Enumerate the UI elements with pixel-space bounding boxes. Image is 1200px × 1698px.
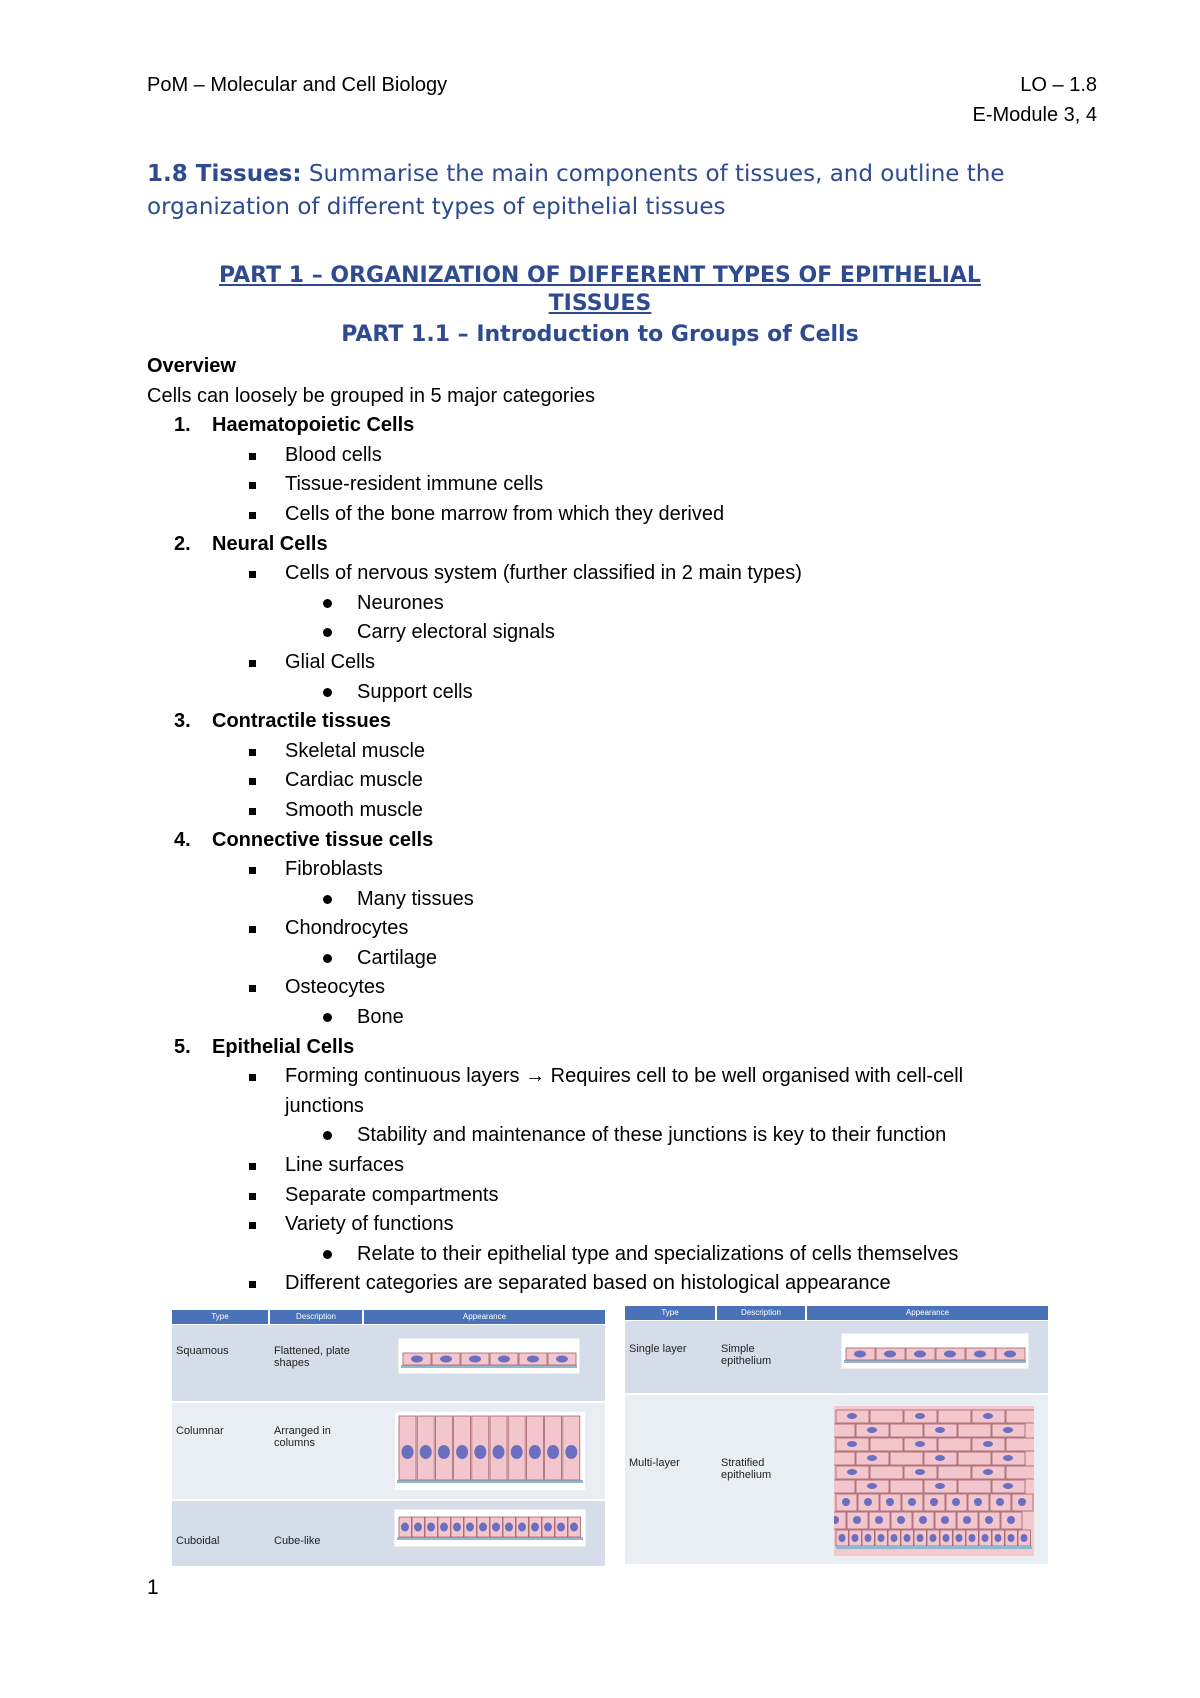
- epithelium-layer-table: [625, 1306, 1048, 1564]
- list-item: Different categories are separated based on histological appearance: [147, 1269, 1087, 1299]
- square-bullet-icon: [249, 1074, 256, 1081]
- nucleus-shape: [401, 1523, 409, 1532]
- section-title-bold: 1.8 Tissues:: [147, 161, 302, 187]
- nucleus-shape: [963, 1516, 971, 1524]
- square-bullet-icon: [249, 1281, 256, 1288]
- nucleus-shape: [915, 1413, 925, 1419]
- table-header-description: Description: [270, 1310, 362, 1324]
- intro-text: Cells can loosely be grouped in 5 major categories: [147, 384, 596, 407]
- stratified-epithelium-illustration: [833, 1405, 1035, 1557]
- round-bullet-icon: [323, 599, 332, 608]
- nucleus-shape: [852, 1534, 859, 1542]
- nucleus-shape: [565, 1445, 577, 1459]
- list-item: Cells of nervous system (further classified in 2 main types): [147, 559, 1087, 589]
- cell-shape: [833, 1480, 855, 1493]
- cell-shape: [1006, 1466, 1035, 1479]
- nucleus-shape: [886, 1498, 894, 1506]
- squamous-illustration: [398, 1338, 580, 1374]
- list-item: 5. Epithelial Cells: [174, 1035, 355, 1058]
- nucleus-shape: [1003, 1427, 1013, 1433]
- nucleus-shape: [479, 1523, 487, 1532]
- list-item: Osteocytes: [147, 973, 1087, 1003]
- list-item: Cardiac muscle: [147, 766, 1087, 796]
- nucleus-shape: [944, 1351, 956, 1358]
- nucleus-shape: [1018, 1498, 1026, 1506]
- nucleus-shape: [518, 1523, 526, 1532]
- nucleus-shape: [427, 1523, 435, 1532]
- square-bullet-icon: [249, 660, 256, 667]
- table-row: Cuboidal Cube-like: [172, 1501, 605, 1566]
- cell-shape: [958, 1424, 991, 1437]
- list-item: 1. Haematopoietic Cells: [174, 414, 415, 437]
- round-bullet-icon: [323, 1131, 332, 1140]
- arrow-right-icon: →: [525, 1065, 546, 1088]
- list-item: Line surfaces: [147, 1151, 1087, 1181]
- table-row: Multi-layer Stratified epithelium: [625, 1395, 1048, 1564]
- nucleus-shape: [983, 1441, 993, 1447]
- nucleus-shape: [941, 1516, 949, 1524]
- nucleus-shape: [438, 1445, 450, 1459]
- nucleus-shape: [943, 1534, 950, 1542]
- cell-shape: [870, 1438, 903, 1451]
- table-header-description: Description: [717, 1306, 805, 1320]
- header-lo: LO – 1.8: [1020, 74, 1097, 96]
- round-bullet-icon: [323, 1250, 332, 1259]
- nucleus-shape: [878, 1534, 885, 1542]
- header-course: PoM – Molecular and Cell Biology: [147, 74, 448, 96]
- nucleus-shape: [935, 1427, 945, 1433]
- list-item: 3. Contractile tissues: [174, 710, 391, 733]
- nucleus-shape: [440, 1523, 448, 1532]
- nucleus-shape: [505, 1523, 513, 1532]
- nucleus-shape: [917, 1534, 924, 1542]
- part1-heading: [147, 262, 1053, 318]
- nucleus-shape: [853, 1516, 861, 1524]
- square-bullet-icon: [249, 867, 256, 874]
- nucleus-shape: [847, 1441, 857, 1447]
- table-header-type: Type: [172, 1310, 268, 1324]
- nucleus-shape: [974, 1351, 986, 1358]
- cell-shape: [958, 1452, 991, 1465]
- overview-heading: Overview: [147, 355, 236, 377]
- nucleus-shape: [440, 1356, 452, 1363]
- nucleus-shape: [493, 1445, 505, 1459]
- nucleus-shape: [982, 1534, 989, 1542]
- nucleus-shape: [915, 1469, 925, 1475]
- nucleus-shape: [474, 1445, 486, 1459]
- nucleus-shape: [1003, 1483, 1013, 1489]
- square-bullet-icon: [249, 571, 256, 578]
- list-item: Variety of functions: [147, 1210, 1087, 1240]
- list-item: Many tissues: [147, 885, 1087, 915]
- nucleus-shape: [974, 1498, 982, 1506]
- nucleus-shape: [919, 1516, 927, 1524]
- cell-shape: [870, 1410, 903, 1423]
- nucleus-shape: [904, 1534, 911, 1542]
- columnar-illustration: [394, 1411, 586, 1491]
- square-bullet-icon: [249, 808, 256, 815]
- part1-heading-line2: TISSUES: [548, 291, 652, 316]
- list-item: Bone: [147, 1003, 1087, 1033]
- square-bullet-icon: [249, 926, 256, 933]
- square-bullet-icon: [249, 985, 256, 992]
- nucleus-shape: [847, 1413, 857, 1419]
- section-title-rest: Summarise the main components of tissues, and outline the organization of different types of epithelial tissues: [147, 161, 1005, 220]
- nucleus-shape: [884, 1351, 896, 1358]
- nucleus-shape: [556, 1356, 568, 1363]
- part1-heading-line1: PART 1 – ORGANIZATION OF DIFFERENT TYPES OF EPITHELIAL: [219, 263, 981, 288]
- round-bullet-icon: [323, 1013, 332, 1022]
- cell-shape: [1006, 1410, 1035, 1423]
- cell-shape: [938, 1438, 971, 1451]
- nucleus-shape: [842, 1498, 850, 1506]
- nucleus-shape: [952, 1498, 960, 1506]
- nucleus-shape: [867, 1483, 877, 1489]
- list-item: Smooth muscle: [147, 796, 1087, 826]
- list-item: Forming continuous layers → Requires cell to be well organised with cell-cell: [147, 1062, 1087, 1092]
- cell-shape: [938, 1410, 971, 1423]
- nucleus-shape: [854, 1351, 866, 1358]
- list-item: Cells of the bone marrow from which they derived: [147, 500, 1087, 530]
- cuboidal-illustration: [394, 1509, 586, 1547]
- list-item: Carry electoral signals: [147, 618, 1087, 648]
- nucleus-shape: [1004, 1351, 1016, 1358]
- square-bullet-icon: [249, 1163, 256, 1170]
- nucleus-shape: [1007, 1516, 1015, 1524]
- nucleus-shape: [531, 1523, 539, 1532]
- nucleus-shape: [875, 1516, 883, 1524]
- nucleus-shape: [983, 1413, 993, 1419]
- epithelium-shape-table: [172, 1310, 605, 1566]
- nucleus-shape: [511, 1445, 523, 1459]
- list-item: Support cells: [147, 678, 1087, 708]
- nucleus-shape: [544, 1523, 552, 1532]
- square-bullet-icon: [249, 482, 256, 489]
- cell-shape: [833, 1452, 855, 1465]
- nucleus-shape: [492, 1523, 500, 1532]
- round-bullet-icon: [323, 895, 332, 904]
- nucleus-shape: [969, 1534, 976, 1542]
- nucleus-shape: [930, 1534, 937, 1542]
- list-item: Tissue-resident immune cells: [147, 470, 1087, 500]
- section-title: [147, 158, 1077, 224]
- list-item: Glial Cells: [147, 648, 1087, 678]
- list-item: Cartilage: [147, 944, 1087, 974]
- list-item: Relate to their epithelial type and specializations of cells themselves: [147, 1240, 1087, 1270]
- nucleus-shape: [935, 1455, 945, 1461]
- nucleus-shape: [867, 1427, 877, 1433]
- table-row: Single layer Simple epithelium: [625, 1321, 1048, 1393]
- nucleus-shape: [935, 1483, 945, 1489]
- nucleus-shape: [864, 1498, 872, 1506]
- nucleus-shape: [453, 1523, 461, 1532]
- nucleus-shape: [420, 1445, 432, 1459]
- nucleus-shape: [867, 1455, 877, 1461]
- page-number: 1: [147, 1576, 159, 1599]
- list-item-continuation: junctions: [285, 1094, 364, 1117]
- cell-shape: [833, 1424, 855, 1437]
- cell-shape: [1006, 1438, 1035, 1451]
- list-item: Skeletal muscle: [147, 737, 1087, 767]
- list-item: 2. Neural Cells: [174, 532, 328, 555]
- simple-epithelium-illustration: [841, 1333, 1029, 1369]
- nucleus-shape: [891, 1534, 898, 1542]
- nucleus-shape: [456, 1445, 468, 1459]
- nucleus-shape: [839, 1534, 846, 1542]
- nucleus-shape: [1008, 1534, 1015, 1542]
- nucleus-shape: [985, 1516, 993, 1524]
- nucleus-shape: [847, 1469, 857, 1475]
- nucleus-shape: [557, 1523, 565, 1532]
- document-body: [147, 352, 1087, 1299]
- nucleus-shape: [995, 1534, 1002, 1542]
- table-header-type: Type: [625, 1306, 715, 1320]
- nucleus-shape: [956, 1534, 963, 1542]
- square-bullet-icon: [249, 1222, 256, 1229]
- nucleus-shape: [908, 1498, 916, 1506]
- square-bullet-icon: [249, 512, 256, 519]
- table-row: Squamous Flattened, plate shapes: [172, 1325, 605, 1401]
- nucleus-shape: [914, 1351, 926, 1358]
- table-header-appearance: Appearance: [364, 1310, 605, 1324]
- list-item: Fibroblasts: [147, 855, 1087, 885]
- nucleus-shape: [983, 1469, 993, 1475]
- nucleus-shape: [915, 1441, 925, 1447]
- cell-shape: [890, 1424, 923, 1437]
- nucleus-shape: [1021, 1534, 1028, 1542]
- round-bullet-icon: [323, 688, 332, 697]
- nucleus-shape: [527, 1356, 539, 1363]
- nucleus-shape: [414, 1523, 422, 1532]
- table-row: Columnar Arranged in columns: [172, 1403, 605, 1499]
- nucleus-shape: [529, 1445, 541, 1459]
- nucleus-shape: [466, 1523, 474, 1532]
- round-bullet-icon: [323, 954, 332, 963]
- header-module: E-Module 3, 4: [972, 104, 1097, 126]
- nucleus-shape: [469, 1356, 481, 1363]
- nucleus-shape: [865, 1534, 872, 1542]
- list-item: Blood cells: [147, 441, 1087, 471]
- nucleus-shape: [1003, 1455, 1013, 1461]
- nucleus-shape: [897, 1516, 905, 1524]
- nucleus-shape: [570, 1523, 578, 1532]
- cell-shape: [958, 1480, 991, 1493]
- cell-shape: [890, 1452, 923, 1465]
- nucleus-shape: [411, 1356, 423, 1363]
- table-header-appearance: Appearance: [807, 1306, 1048, 1320]
- square-bullet-icon: [249, 1193, 256, 1200]
- part11-heading: PART 1.1 – Introduction to Groups of Cells: [341, 322, 859, 347]
- square-bullet-icon: [249, 778, 256, 785]
- nucleus-shape: [547, 1445, 559, 1459]
- list-item: Stability and maintenance of these junctions is key to their function: [147, 1121, 1087, 1151]
- nucleus-shape: [996, 1498, 1004, 1506]
- cell-shape: [938, 1466, 971, 1479]
- nucleus-shape: [498, 1356, 510, 1363]
- list-item: Chondrocytes: [147, 914, 1087, 944]
- cell-shape: [890, 1480, 923, 1493]
- list-item: Neurones: [147, 589, 1087, 619]
- nucleus-shape: [930, 1498, 938, 1506]
- square-bullet-icon: [249, 749, 256, 756]
- list-item: 4. Connective tissue cells: [174, 828, 434, 851]
- round-bullet-icon: [323, 628, 332, 637]
- cell-shape: [870, 1466, 903, 1479]
- list-item: Separate compartments: [147, 1181, 1087, 1211]
- nucleus-shape: [402, 1445, 414, 1459]
- square-bullet-icon: [249, 453, 256, 460]
